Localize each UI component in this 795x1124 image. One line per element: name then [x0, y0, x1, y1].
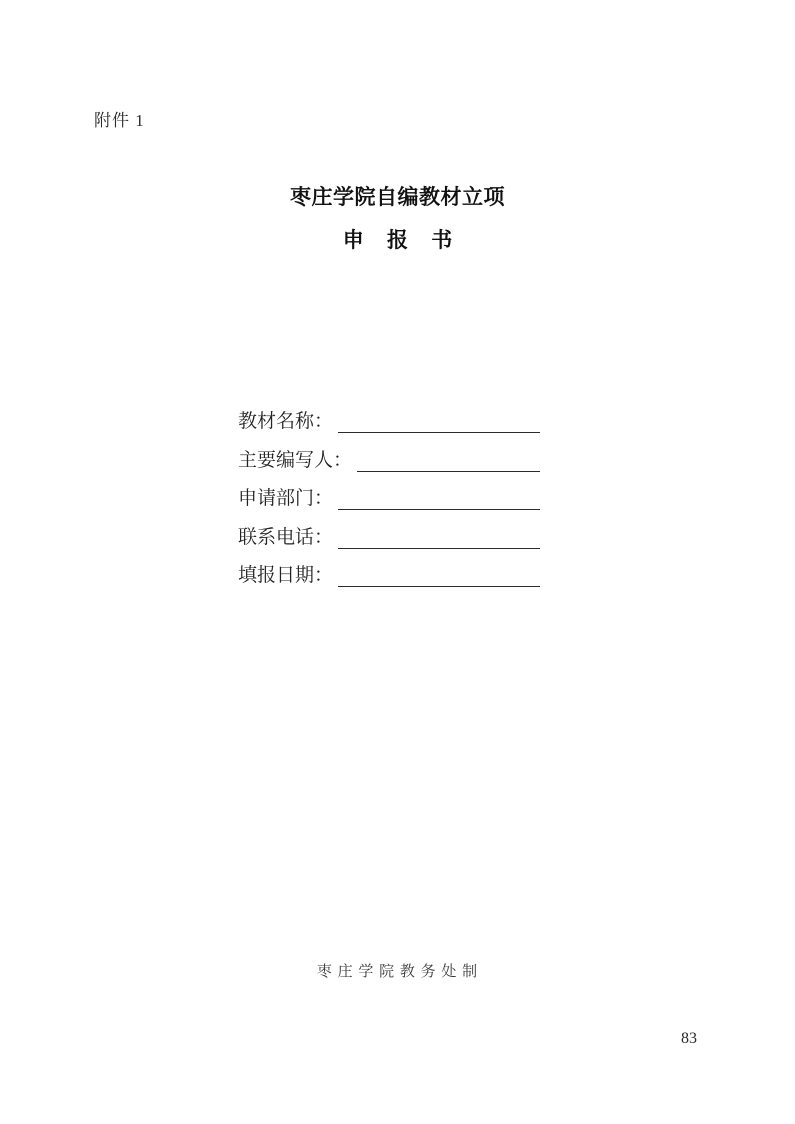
form-field-row-contact-phone — [238, 527, 540, 549]
field-label-applying-department: 申请部门： — [238, 488, 334, 509]
field-blank-main-author — [357, 450, 540, 472]
form-field-row-applying-department — [238, 488, 540, 510]
document-title: 枣庄学院自编教材立项 — [290, 185, 505, 209]
form-field-row-textbook-name — [238, 411, 540, 433]
cover-form — [238, 411, 540, 604]
field-label-main-author: 主要编写人： — [238, 449, 353, 471]
field-label-filing-date: 填报日期： — [238, 565, 334, 586]
footer-imprint: 枣 庄 学 院 教 务 处 制 — [316, 964, 479, 980]
form-field-row-filing-date — [238, 565, 540, 587]
page-number: 83 — [681, 1030, 697, 1047]
field-blank-textbook-name — [338, 411, 540, 433]
form-field-row-main-author — [238, 450, 540, 472]
field-label-textbook-name: 教材名称： — [238, 411, 334, 432]
field-label-contact-phone: 联系电话： — [238, 526, 334, 548]
attachment-label: 附件 1 — [94, 111, 145, 130]
field-blank-contact-phone — [338, 527, 540, 549]
field-blank-applying-department — [338, 488, 540, 510]
field-blank-filing-date — [338, 565, 540, 587]
document-subtitle: 申 报 书 — [342, 228, 453, 252]
